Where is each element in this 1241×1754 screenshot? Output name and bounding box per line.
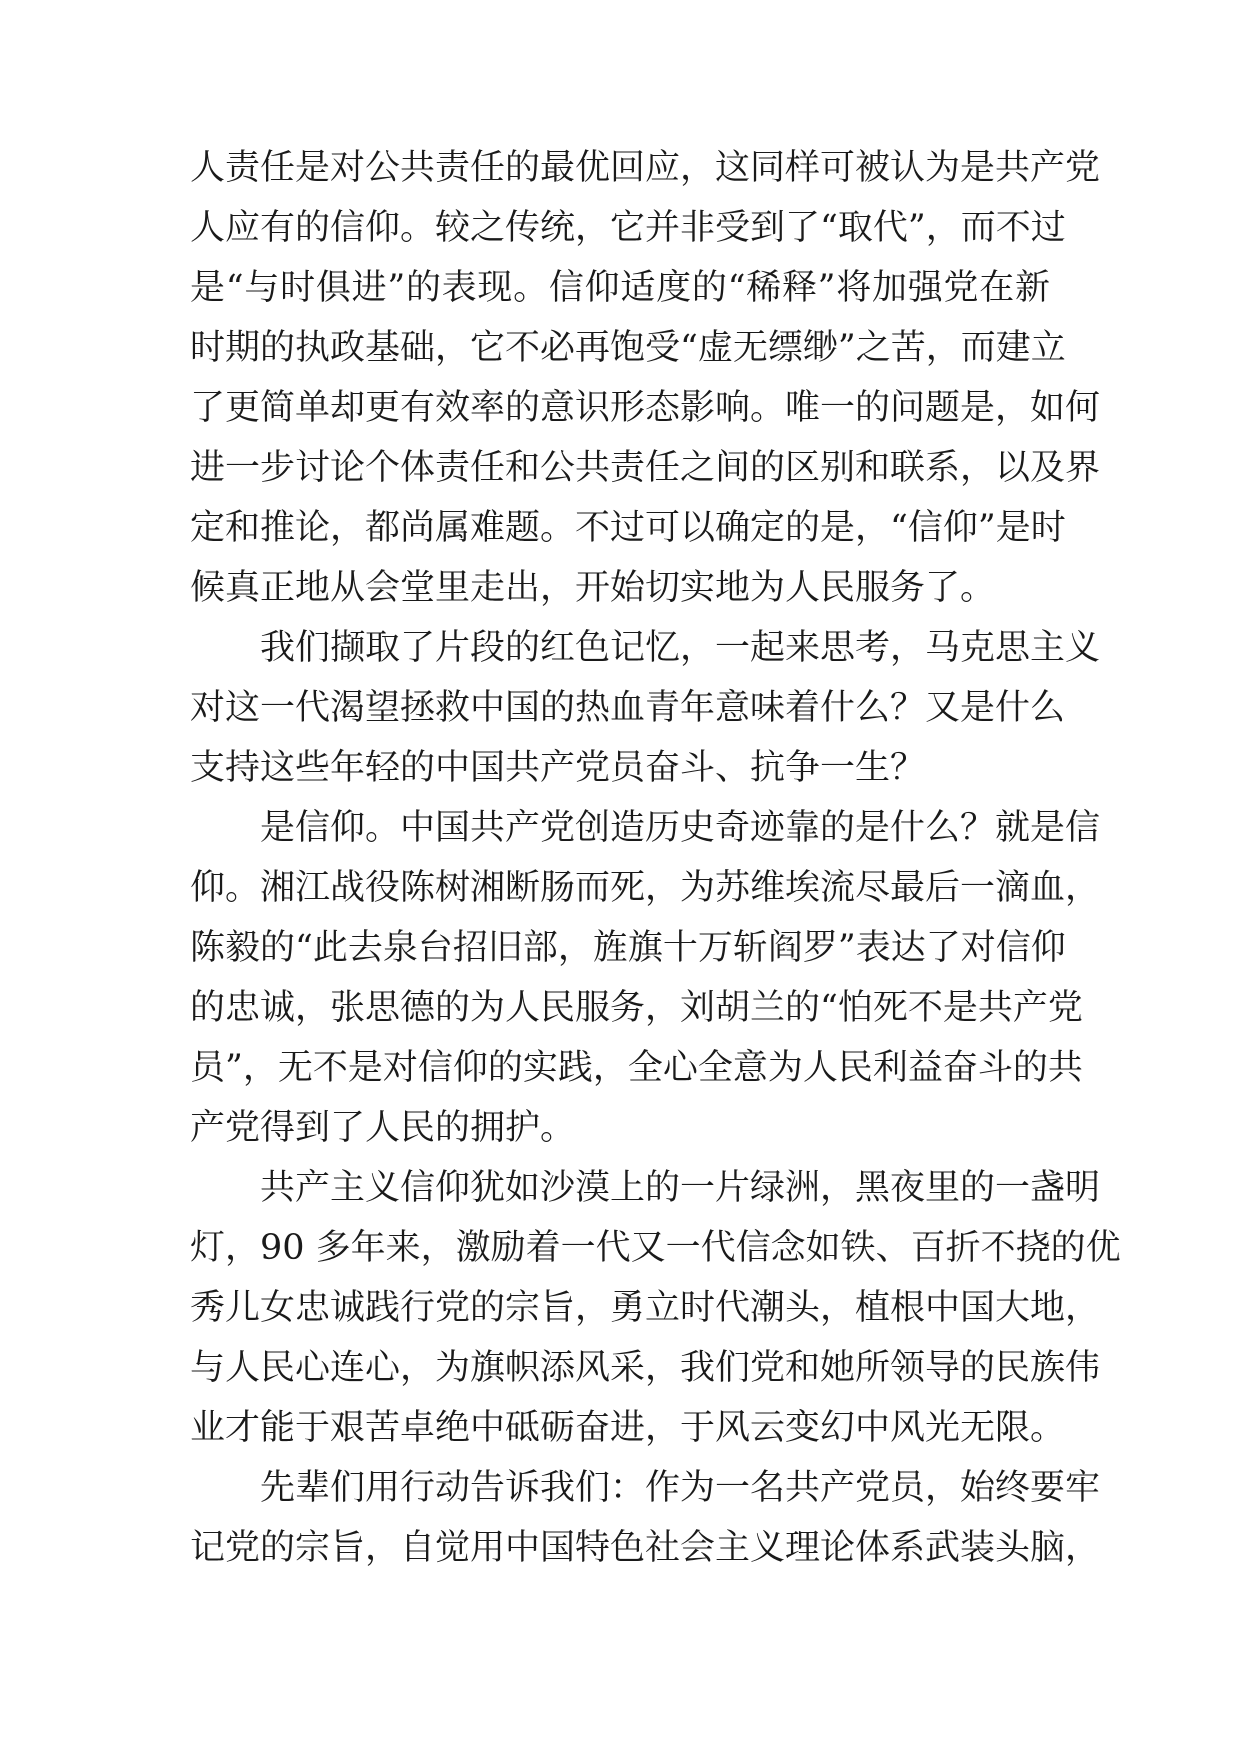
text-line: 共产主义信仰犹如沙漠上的一片绿洲，黑夜里的一盏明	[260, 1168, 1101, 1208]
paragraph	[190, 1458, 1101, 1578]
paragraph	[190, 138, 1101, 618]
text-line: 了更简单却更有效率的意识形态影响。唯一的问题是，如何	[190, 388, 1101, 428]
text-line: 秀儿女忠诚践行党的宗旨，勇立时代潮头，植根中国大地，	[190, 1288, 1101, 1328]
text-line: 候真正地从会堂里走出，开始切实地为人民服务了。	[190, 568, 996, 608]
text-line: 对这一代渴望拯救中国的热血青年意味着什么？又是什么	[190, 688, 1066, 728]
text-line: 先辈们用行动告诉我们：作为一名共产党员，始终要牢	[260, 1468, 1101, 1508]
paragraph	[190, 798, 1101, 1158]
text-line: 我们撷取了片段的红色记忆，一起来思考，马克思主义	[260, 628, 1101, 668]
paragraph	[190, 1158, 1121, 1458]
text-line: 是“与时俱进”的表现。信仰适度的“稀释”将加强党在新	[190, 268, 1050, 308]
paragraph	[190, 618, 1101, 798]
text-line: 定和推论，都尚属难题。不过可以确定的是，“信仰”是时	[190, 508, 1066, 548]
text-line: 与人民心连心，为旗帜添风采，我们党和她所领导的民族伟	[190, 1348, 1101, 1388]
text-line: 时期的执政基础，它不必再饱受“虚无缥缈”之苦，而建立	[190, 328, 1066, 368]
text-line: 产党得到了人民的拥护。	[190, 1108, 576, 1148]
text-line: 记党的宗旨，自觉用中国特色社会主义理论体系武装头脑，	[190, 1528, 1101, 1568]
text-line: 陈毅的“此去泉台招旧部，旌旗十万斩阎罗”表达了对信仰	[190, 928, 1066, 968]
text-line: 支持这些年轻的中国共产党员奋斗、抗争一生？	[190, 748, 926, 788]
text-line: 是信仰。中国共产党创造历史奇迹靠的是什么？就是信	[260, 808, 1101, 848]
text-line: 进一步讨论个体责任和公共责任之间的区别和联系，以及界	[190, 448, 1101, 488]
text-line: 的忠诚，张思德的为人民服务，刘胡兰的“怕死不是共产党	[190, 988, 1083, 1028]
text-line: 人应有的信仰。较之传统，它并非受到了“取代”，而不过	[190, 208, 1066, 248]
text-line: 人责任是对公共责任的最优回应，这同样可被认为是共产党	[190, 148, 1101, 188]
text-line: 业才能于艰苦卓绝中砥砺奋进，于风云变幻中风光无限。	[190, 1408, 1066, 1448]
text-line: 员”，无不是对信仰的实践，全心全意为人民利益奋斗的共	[190, 1048, 1083, 1088]
text-line: 灯，90 多年来，激励着一代又一代信念如铁、百折不挠的优	[190, 1228, 1121, 1268]
text-line: 仰。湘江战役陈树湘断肠而死，为苏维埃流尽最后一滴血，	[190, 868, 1101, 908]
document-body	[190, 138, 1121, 1578]
